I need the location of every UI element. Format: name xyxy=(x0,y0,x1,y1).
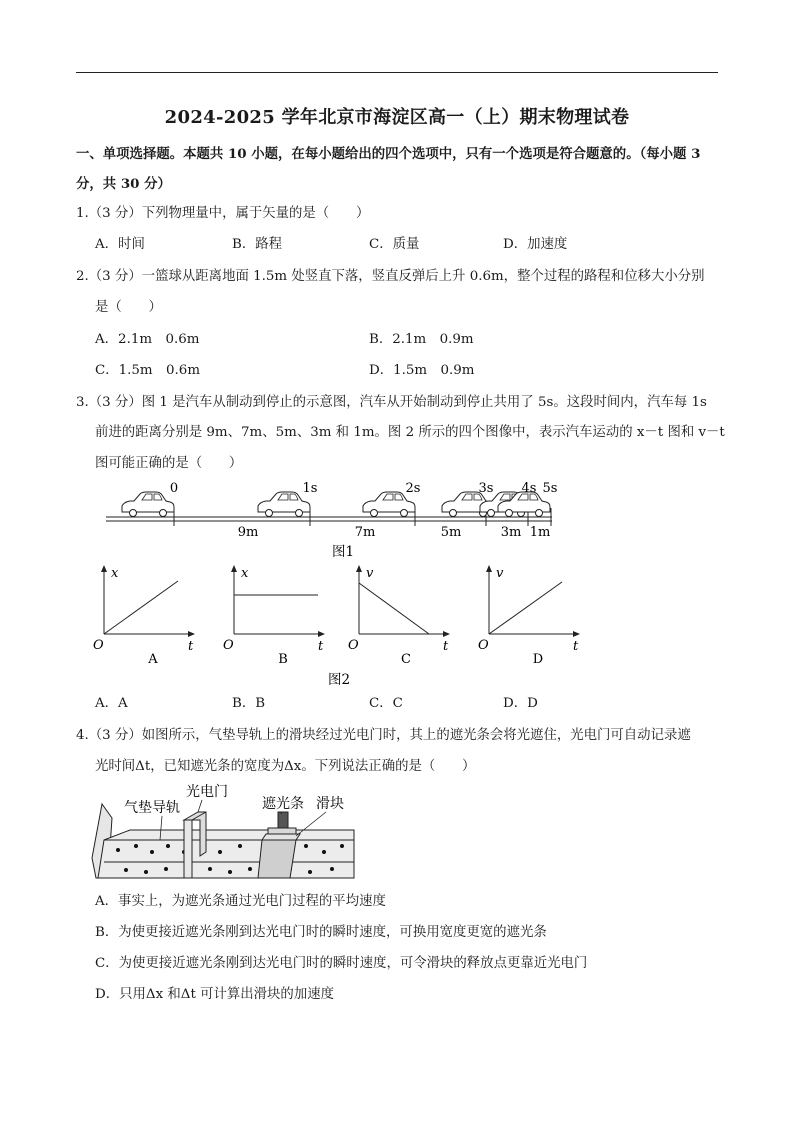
q2-option-a: A．2.1m 0.6m xyxy=(95,332,200,347)
label-photogate: 光电门 xyxy=(186,784,228,800)
graph-b-ylabel: x xyxy=(241,566,249,581)
distance-label-1: 7m xyxy=(354,525,376,540)
time-label-3: 3s xyxy=(478,481,494,496)
q4-option-c: C．为使更接近遮光条刚到达光电门时的瞬时速度，可令滑块的释放点更靠近光电门 xyxy=(95,956,588,971)
q4-option-d: D．只用Δx 和Δt 可计算出滑块的加速度 xyxy=(95,987,334,1002)
graph-a-origin: O xyxy=(93,638,104,653)
graph-b-origin: O xyxy=(223,638,234,653)
header-rule xyxy=(76,72,718,73)
page-title: 2024-2025 学年北京市海淀区高一（上）期末物理试卷 xyxy=(164,107,630,128)
figure2-caption: 图2 xyxy=(327,672,351,688)
q1-stem: 1.（3 分）下列物理量中，属于矢量的是（ ） xyxy=(76,206,370,221)
q3-stem-line2: 前进的距离分别是 9m、7m、5m、3m 和 1m。图 2 所示的四个图像中，表示汽车运动的 x－t 图和 v－t xyxy=(95,425,725,440)
graph-b-xlabel: t xyxy=(318,639,324,654)
q4-option-b: B．为使更接近遮光条刚到达光电门时的瞬时速度，可换用宽度更宽的遮光条 xyxy=(95,925,547,940)
graph-b xyxy=(223,566,324,667)
section-heading-line2: 分，共 30 分） xyxy=(76,176,171,192)
label-shading-strip: 遮光条 xyxy=(262,796,304,812)
time-label-2: 2s xyxy=(405,481,421,496)
figure2-graphs xyxy=(86,562,596,692)
q1-option-b: B．路程 xyxy=(232,237,283,252)
q3-option-a: A．A xyxy=(95,696,128,711)
graph-d-origin: O xyxy=(478,638,489,653)
graph-d xyxy=(478,566,579,667)
time-label-1: 1s xyxy=(302,481,318,496)
graph-c-letter: C xyxy=(401,652,411,667)
graph-a-ylabel: x xyxy=(111,566,119,581)
distance-label-0: 9m xyxy=(237,525,259,540)
q2-stem-line2: 是（ ） xyxy=(95,300,162,315)
label-air-track: 气垫导轨 xyxy=(124,800,180,816)
distance-label-3: 3m xyxy=(500,525,522,540)
distance-label-2: 5m xyxy=(440,525,462,540)
q4-stem-line2: 光时间Δt，已知遮光条的宽度为Δx。下列说法正确的是（ ） xyxy=(95,759,476,774)
graph-a-letter: A xyxy=(148,652,158,667)
section-heading-line1: 一、单项选择题。本题共 10 小题，在每小题给出的四个选项中，只有一个选项是符合题意的。（每小题 3 xyxy=(76,146,701,162)
distance-label-4: 1m xyxy=(529,525,551,540)
q3-stem-line3: 图可能正确的是（ ） xyxy=(95,456,243,471)
figure1-car-braking xyxy=(100,476,560,562)
time-label-0: 0 xyxy=(169,481,179,496)
q1-option-d: D．加速度 xyxy=(503,237,568,252)
graph-c-ylabel: v xyxy=(366,566,374,581)
q4-option-a: A．事实上，为遮光条通过光电门过程的平均速度 xyxy=(95,894,386,909)
graph-d-letter: D xyxy=(532,652,544,667)
q3-stem-line1: 3.（3 分）图 1 是汽车从制动到停止的示意图，汽车从开始制动到停止共用了 5s。这段时间内，汽车每 1s xyxy=(76,395,707,410)
graph-c-xlabel: t xyxy=(443,639,449,654)
graph-a-xlabel: t xyxy=(188,639,194,654)
q3-option-c: C．C xyxy=(369,696,403,711)
figure1-caption: 图1 xyxy=(331,544,355,560)
graph-c-origin: O xyxy=(348,638,359,653)
car-icon-0 xyxy=(122,492,174,517)
q3-option-d: D．D xyxy=(503,696,538,711)
graph-a xyxy=(93,566,194,667)
q2-option-d: D．1.5m 0.9m xyxy=(369,363,475,378)
time-label-5: 5s xyxy=(542,481,558,496)
q2-option-b: B．2.1m 0.9m xyxy=(369,332,474,347)
q1-option-c: C．质量 xyxy=(369,237,420,252)
time-label-4: 4s xyxy=(521,481,537,496)
graph-c xyxy=(348,566,449,667)
graph-d-ylabel: v xyxy=(496,566,504,581)
graph-b-letter: B xyxy=(278,652,288,667)
q4-stem-line1: 4.（3 分）如图所示，气垫导轨上的滑块经过光电门时，其上的遮光条会将光遮住，光电门可自动记录遮 xyxy=(76,728,691,743)
q3-option-b: B．B xyxy=(232,696,266,711)
q2-stem-line1: 2.（3 分）一篮球从距离地面 1.5m 处竖直下落，竖直反弹后上升 0.6m，整个过程的路程和位移大小分别 xyxy=(76,269,705,284)
graph-d-xlabel: t xyxy=(573,639,579,654)
q1-option-a: A．时间 xyxy=(95,237,145,252)
label-slider: 滑块 xyxy=(316,796,344,812)
air-track-figure xyxy=(90,778,390,886)
q2-option-c: C．1.5m 0.6m xyxy=(95,363,201,378)
